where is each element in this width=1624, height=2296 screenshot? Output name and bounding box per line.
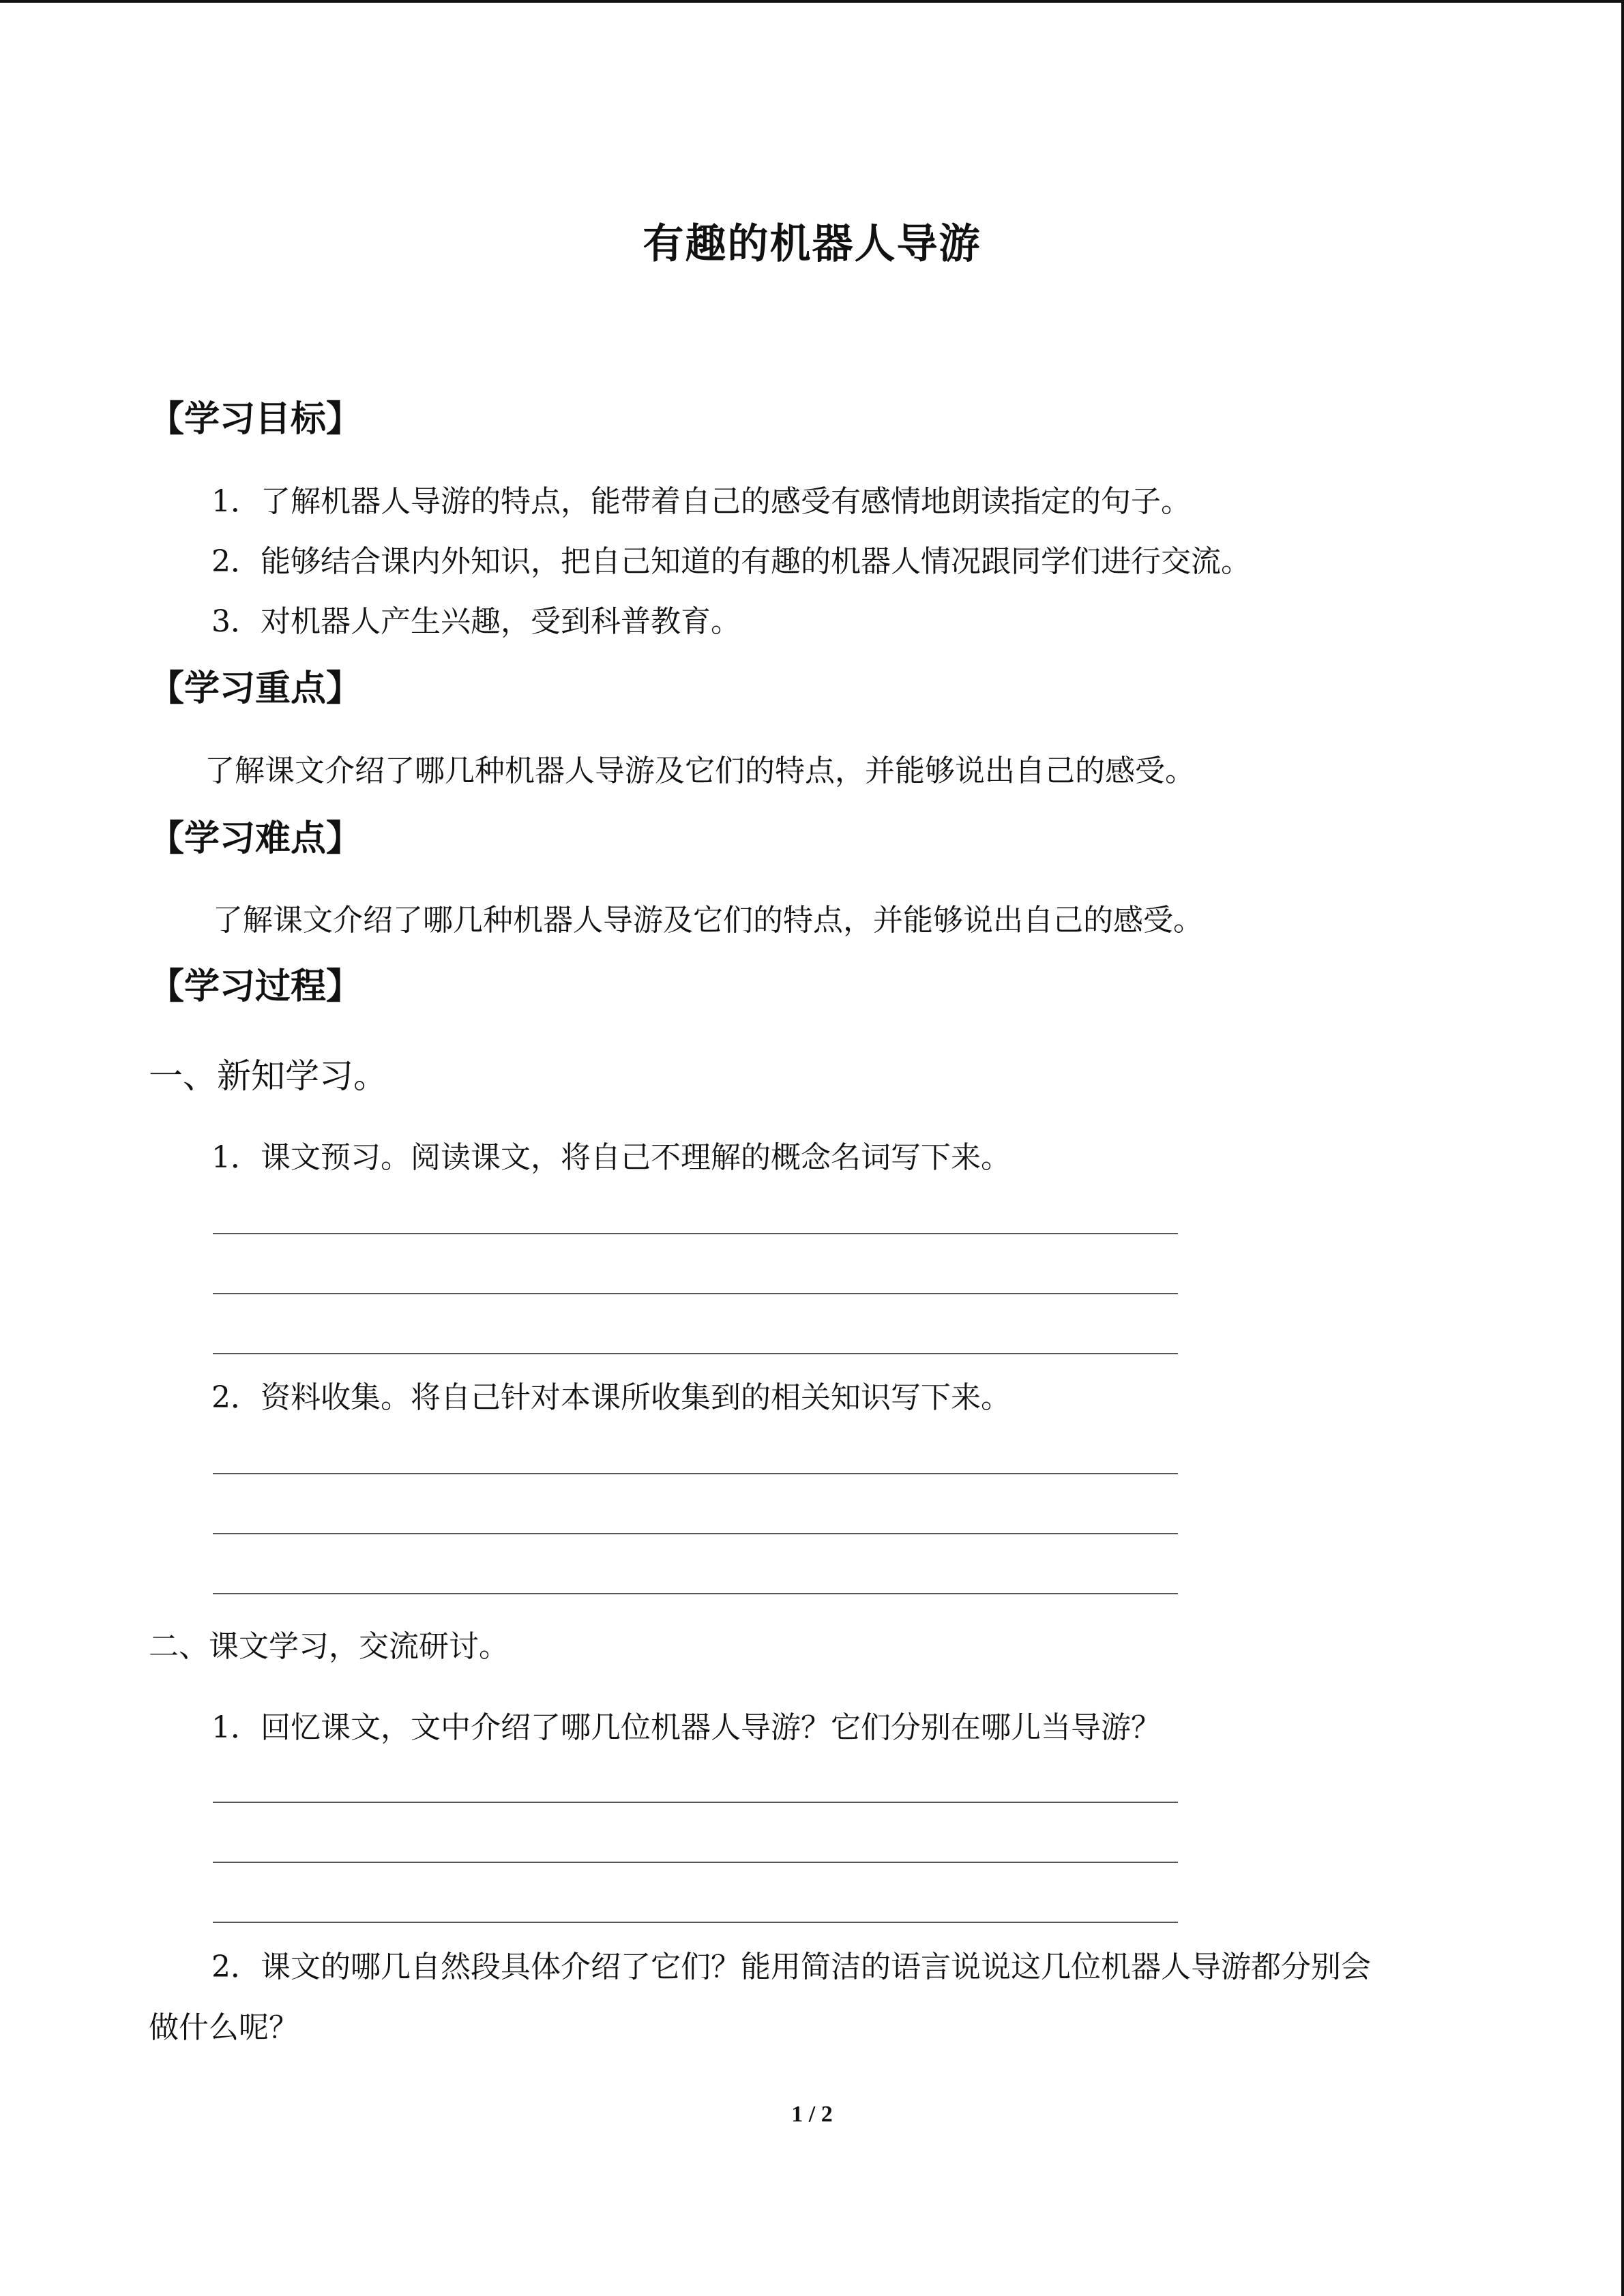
part2-title: 二、课文学习，交流研讨。	[149, 1629, 509, 1664]
answer-line[interactable]	[213, 1533, 1178, 1534]
answer-line[interactable]	[213, 1473, 1178, 1474]
difficulties-text: 了解课文介绍了哪几种机器人导游及它们的特点，并能够说出自己的感受。	[213, 903, 1203, 938]
answer-line[interactable]	[213, 1862, 1178, 1863]
part2-question-1: 1．回忆课文，文中介绍了哪几位机器人导游？它们分别在哪儿当导游？	[211, 1710, 1161, 1745]
part2-question-2-line-1: 2．课文的哪几自然段具体介绍了它们？能用简洁的语言说说这几位机器人导游都分别会	[211, 1950, 1371, 1984]
answer-line[interactable]	[213, 1293, 1178, 1294]
page-indicator: 1 / 2	[791, 2102, 833, 2127]
objective-item-1: 1．了解机器人导游的特点，能带着自己的感受有感情地朗读指定的句子。	[211, 484, 1191, 519]
part2-question-2-line-2: 做什么呢？	[149, 2010, 299, 2045]
part1-title: 一、新知学习。	[149, 1056, 387, 1096]
answer-line[interactable]	[213, 1593, 1178, 1594]
key-points-heading: 【学习重点】	[149, 668, 362, 709]
answer-line[interactable]	[213, 1233, 1178, 1234]
difficulties-heading: 【学习难点】	[149, 818, 362, 859]
key-points-text: 了解课文介绍了哪几种机器人导游及它们的特点，并能够说出自己的感受。	[205, 754, 1195, 788]
part1-question-2: 2．资料收集。将自己针对本课所收集到的相关知识写下来。	[211, 1380, 1011, 1415]
answer-line[interactable]	[213, 1353, 1178, 1354]
part1-question-1: 1．课文预习。阅读课文，将自己不理解的概念名词写下来。	[211, 1140, 1011, 1175]
objectives-heading: 【学习目标】	[149, 399, 362, 440]
answer-line[interactable]	[213, 1922, 1178, 1923]
page-border-top	[0, 0, 1624, 3]
document-title: 有趣的机器人导游	[643, 220, 981, 268]
objective-item-3: 3．对机器人产生兴趣，受到科普教育。	[211, 604, 741, 639]
answer-line[interactable]	[213, 1802, 1178, 1803]
page-border-right	[1621, 0, 1624, 2296]
process-heading: 【学习过程】	[149, 966, 362, 1007]
objective-item-2: 2．能够结合课内外知识，把自己知道的有趣的机器人情况跟同学们进行交流。	[211, 544, 1251, 579]
